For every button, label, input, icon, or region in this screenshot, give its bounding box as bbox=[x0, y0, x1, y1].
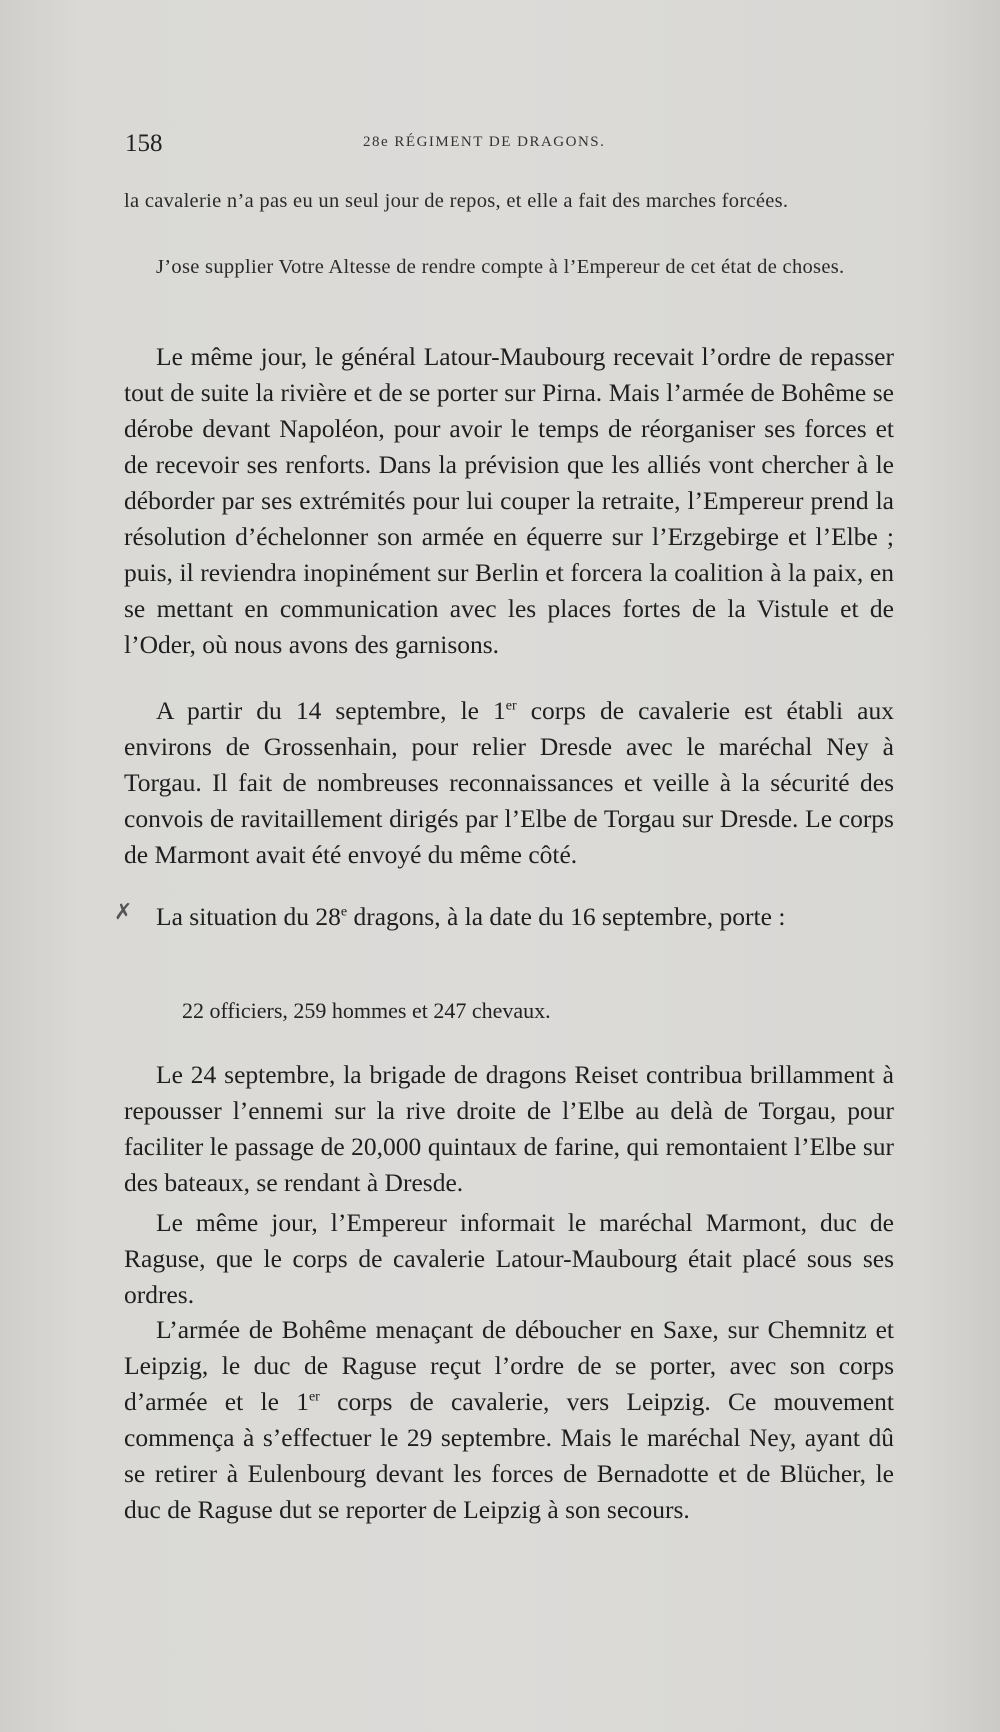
paragraph-3-text-b: dragons, à la date du 16 septembre, porte : bbox=[347, 902, 786, 931]
paragraph-6-superscript: er bbox=[308, 1389, 320, 1405]
page-number: 158 bbox=[125, 130, 163, 157]
paragraph-6-text-a: L’armée de Bohême menaçant de déboucher en Saxe, sur Chemnitz et Leipzig, le duc de Raguse reçut l’ordre de se porter, avec son corps d’armée et le 1 bbox=[124, 1315, 894, 1416]
intro-line-2: J’ose supplier Votre Altesse de rendre compte à l’Empereur de cet état de choses. bbox=[156, 256, 845, 278]
paragraph-5: Le même jour, l’Empereur informait le maréchal Marmont, duc de Raguse, que le corps de cavalerie Latour-Maubourg était placé sous ses ordres. bbox=[124, 1208, 894, 1309]
running-header bbox=[125, 130, 895, 164]
paragraph-6 bbox=[124, 1312, 894, 1528]
paragraph-2-superscript: er bbox=[505, 698, 517, 714]
intro-line-1: la cavalerie n’a pas eu un seul jour de repos, et elle a fait des marches forcées. bbox=[124, 190, 789, 212]
paragraph-3-text-a: La situation du 28 bbox=[156, 902, 341, 931]
paragraph-2-text-b: corps de cavalerie est établi aux environs de Grossenhain, pour relier Dresde avec le maréchal Ney à Torgau. Il fait de nombreuses reconnaissances et veille à la sécurité des convois de ravitaillement dirigés par l’Elbe de Torgau sur Dresde. Le corps de Marmont avait été envoyé du même côté. bbox=[124, 696, 894, 869]
paragraph-3 bbox=[124, 899, 894, 935]
margin-mark: ✗ bbox=[114, 900, 133, 925]
summary-line: 22 officiers, 259 hommes et 247 chevaux. bbox=[182, 998, 551, 1023]
paragraph-6-text-b: corps de cavalerie, vers Leipzig. Ce mouvement commença à s’effectuer le 29 septembre. Mais le maréchal Ney, ayant dû se retirer à Eulenbourg devant les forces de Bernadotte et de Blücher, le duc de Raguse dut se reporter de Leipzig à son secours. bbox=[124, 1387, 895, 1524]
paragraph-1: Le même jour, le général Latour-Maubourg recevait l’ordre de repasser tout de suite la rivière et de se porter sur Pirna. Mais l’armée de Bohême se dérobe devant Napoléon, pour avoir le temps de réorganiser ses forces et de recevoir ses renforts. Dans la prévision que les alliés vont chercher à le déborder par ses extrémités pour lui couper la retraite, l’Empereur prend la résolution d’échelonner son armée en équerre sur l’Erzgebirge et l’Elbe ; puis, il reviendra inopinément sur Berlin et forcera la coalition à la paix, en se mettant en communication avec les places fortes de la Vistule et de l’Oder, où nous avons des garnisons. bbox=[124, 342, 894, 659]
paragraph-4: Le 24 septembre, la brigade de dragons Reiset contribua brillamment à repousser l’ennemi sur la rive droite de l’Elbe au delà de Torgau, pour faciliter le passage de 20,000 quintaux de farine, qui remontaient l’Elbe sur des bateaux, se rendant à Dresde. bbox=[124, 1060, 894, 1197]
paragraph-2-text-a: A partir du 14 septembre, le 1 bbox=[156, 696, 506, 725]
paragraph-3-superscript: e bbox=[340, 904, 348, 920]
paragraph-2 bbox=[124, 693, 894, 873]
running-title: 28e RÉGIMENT DE DRAGONS. bbox=[363, 134, 606, 150]
